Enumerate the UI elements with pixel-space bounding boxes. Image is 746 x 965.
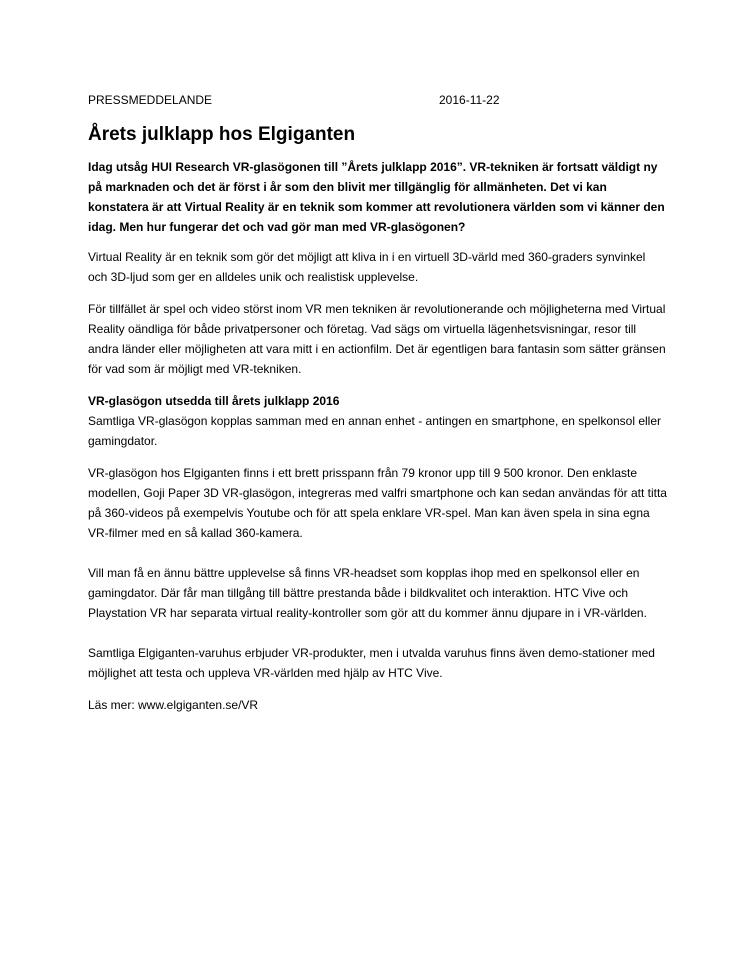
- lead-paragraph: Idag utsåg HUI Research VR-glasögonen till ”Årets julklapp 2016”. VR-tekniken är fortsatt väldigt ny på marknaden och det är först i år som den blivit mer tillgänglig för allmänheten. Det vi kan konstatera är att Virtual Reality är en teknik som kommer att revolutionera världen som vi känner den idag. Men hur fungerar det och vad gör man med VR-glasögonen?: [88, 160, 665, 234]
- document-type-label: PRESSMEDDELANDE: [88, 93, 213, 107]
- paragraph-devices: Samtliga VR-glasögon kopplas samman med en annan enhet - antingen en smartphone, en spelkonsol eller gamingdator.: [88, 414, 662, 448]
- paragraph-price-range: VR-glasögon hos Elgiganten finns i ett brett prisspann från 79 kronor upp till 9 500 kronor. Den enklaste modellen, Goji Paper 3D VR-glasögon, integreras med valfri smartphone och kan sedan användas för att titta på 360-videos på exempelvis Youtube och för att spela enklare VR-spel. Man kan även spela in sina egna VR-filmer med en så kallad 360-kamera.: [88, 466, 667, 540]
- release-date: 2016-11-22: [439, 93, 500, 107]
- press-release-page: [88, 90, 668, 727]
- read-more-link[interactable]: Läs mer: www.elgiganten.se/VR: [88, 698, 259, 712]
- header-row: [88, 90, 668, 110]
- paragraph-intro: Virtual Reality är en teknik som gör det möjligt att kliva in i en virtuell 3D-värld med 360-graders synvinkel och 3D-ljud som ger en alldeles unik och realistisk upplevelse.: [88, 250, 646, 284]
- paragraph-headsets: Vill man få en ännu bättre upplevelse så finns VR-headset som kopplas ihop med en spelkonsol eller en gamingdator. Där får man tillgång till bättre prestanda både i bildkvalitet och interaktion. HTC Vive och Playstation VR har separata virtual reality-kontroller som gör att du kommer ännu djupare in i VR-världen.: [88, 566, 647, 620]
- paragraph-possibilities: För tillfället är spel och video störst inom VR men tekniken är revolutionerande och möjligheterna med Virtual Reality oändliga för både privatpersoner och företag. Vad sägs om virtuella lägenhetsvisningar, resor till andra länder eller möjligheten att vara mitt i en actionfilm. Det är egentligen bara fantasin som sätter gränsen för vad som är möjligt med VR-tekniken.: [88, 302, 666, 376]
- section-subheading: VR-glasögon utsedda till årets julklapp 2016: [88, 394, 340, 408]
- page-title: Årets julklapp hos Elgiganten: [88, 124, 356, 145]
- paragraph-stores: Samtliga Elgiganten-varuhus erbjuder VR-produkter, men i utvalda varuhus finns även demo-stationer med möjlighet att testa och uppleva VR-världen med hjälp av HTC Vive.: [88, 646, 655, 680]
